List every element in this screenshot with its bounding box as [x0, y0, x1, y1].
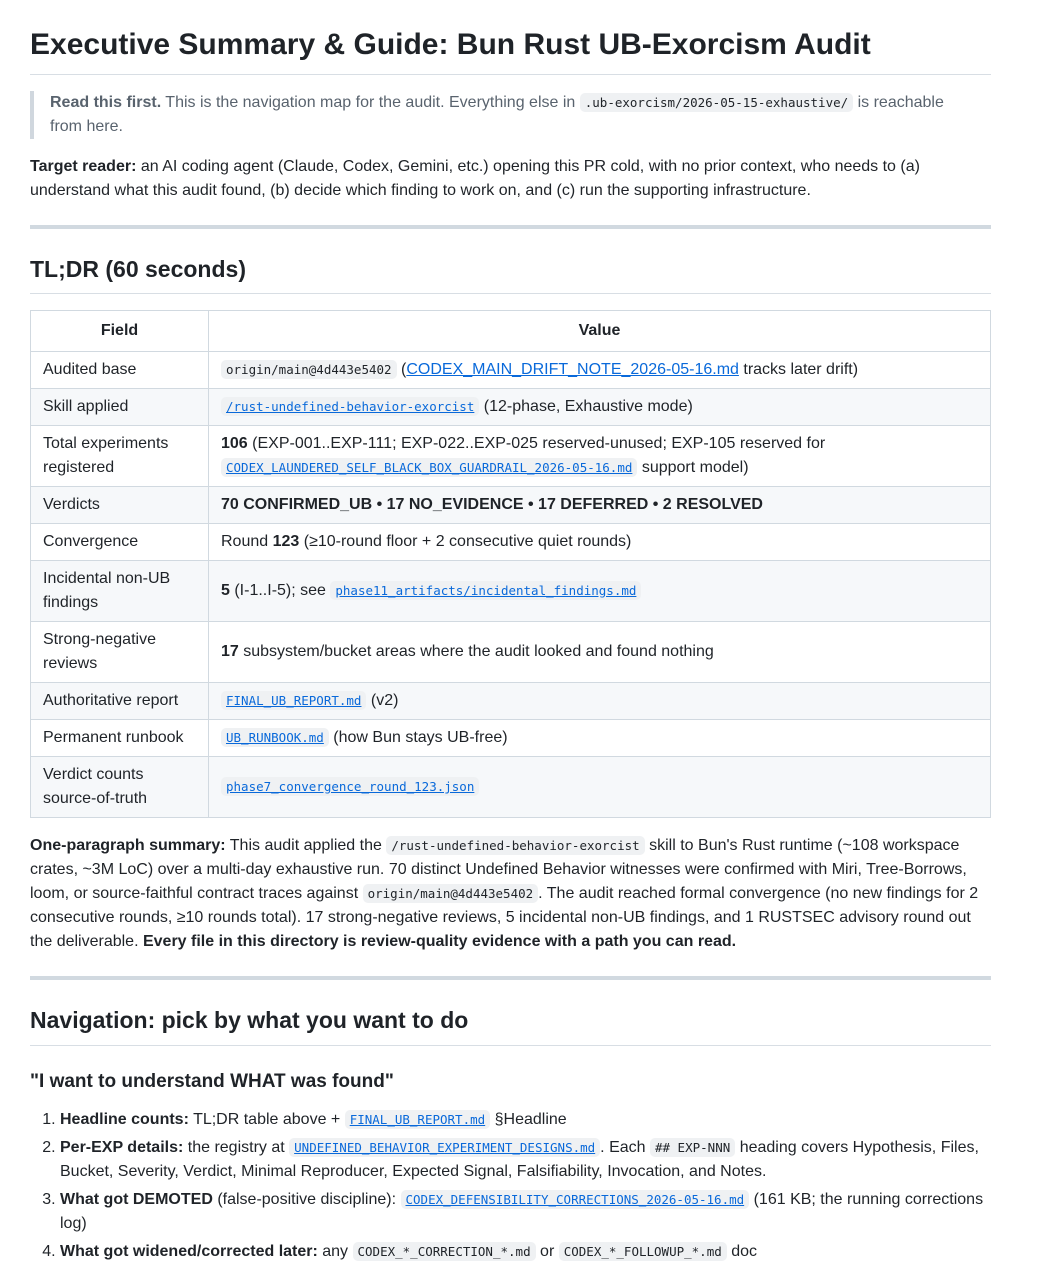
intro-path-code: .ub-exorcism/2026-05-15-exhaustive/: [580, 93, 853, 112]
item-label: Per-EXP details:: [60, 1138, 184, 1156]
final-report-link[interactable]: [345, 1111, 490, 1128]
value-bold: 106: [221, 435, 248, 453]
item-text: (161 KB; the running corrections log): [60, 1190, 984, 1232]
table-row: [31, 622, 991, 683]
table-row: [31, 524, 991, 561]
page-title: Executive Summary & Guide: Bun Rust UB-Exorcism Audit: [30, 26, 991, 75]
experiment-designs-link-code: UNDEFINED_BEHAVIOR_EXPERIMENT_DESIGNS.md: [289, 1138, 600, 1157]
item-text: . Each: [600, 1138, 650, 1156]
field-cell: Incidental non-UB findings: [31, 561, 209, 622]
summary-text: skill to Bun's Rust runtime (~108 workspace crates, ~3M LoC) over a multi-day exhaustive run. 70 distinct Undefined Behavior witnesses were confirmed with Miri, Tree-Borrows, loom, or source-faithful contract traces against: [30, 837, 967, 903]
value-text: (how Bun stays UB-free): [328, 729, 508, 747]
item-label: What got widened/corrected later:: [60, 1242, 318, 1260]
value-text: Round: [221, 533, 273, 551]
value-cell: [209, 757, 991, 818]
convergence-json-link[interactable]: [221, 778, 479, 795]
item-text: doc: [726, 1242, 758, 1260]
target-reader-paragraph: [30, 155, 991, 203]
value-text: support model): [637, 459, 749, 477]
intro-bold: Read this first.: [50, 93, 162, 111]
field-cell: Strong-negative reviews: [31, 622, 209, 683]
intro-text-2: is reachable from here.: [50, 93, 944, 135]
value-cell: [209, 426, 991, 487]
summary-base-code: origin/main@4d443e5402: [363, 884, 539, 903]
value-code: origin/main@4d443e5402: [221, 360, 397, 379]
field-cell: Skill applied: [31, 389, 209, 426]
final-report-link-code: FINAL_UB_REPORT.md: [345, 1110, 490, 1129]
summary-skill-code: /rust-undefined-behavior-exorcist: [386, 836, 644, 855]
field-cell: Convergence: [31, 524, 209, 561]
tldr-heading: TL;DR (60 seconds): [30, 255, 991, 295]
field-cell: Authoritative report: [31, 683, 209, 720]
table-header-row: [31, 311, 991, 352]
field-cell: Total experiments registered: [31, 426, 209, 487]
section-divider: [30, 976, 991, 980]
value-cell: [209, 683, 991, 720]
value-text: (I-1..I-5); see: [229, 582, 331, 600]
item-label: What got DEMOTED: [60, 1190, 213, 1208]
target-reader-label: Target reader:: [30, 157, 137, 175]
skill-link[interactable]: [221, 398, 479, 415]
table-row: [31, 561, 991, 622]
field-cell: Audited base: [31, 352, 209, 389]
value-text: (EXP-001..EXP-111; EXP-022..EXP-025 reserved-unused; EXP-105 reserved for: [247, 435, 826, 453]
verdicts-bold: 70 CONFIRMED_UB • 17 NO_EVIDENCE • 17 DEFERRED • 2 RESOLVED: [221, 496, 763, 514]
field-cell: Verdict counts source-of-truth: [31, 757, 209, 818]
summary-label: One-paragraph summary:: [30, 837, 226, 855]
value-cell: [209, 622, 991, 683]
list-item: [60, 1188, 991, 1236]
field-cell: Verdicts: [31, 487, 209, 524]
field-cell: Permanent runbook: [31, 720, 209, 757]
value-cell: [209, 524, 991, 561]
value-cell: [209, 389, 991, 426]
table-row: [31, 352, 991, 389]
navigation-heading: Navigation: pick by what you want to do: [30, 1006, 991, 1046]
column-header-value: Value: [209, 311, 991, 352]
heading-code: ## EXP-NNN: [650, 1138, 735, 1157]
list-item: [60, 1136, 991, 1184]
value-bold: 17: [221, 643, 239, 661]
tldr-table: [30, 310, 991, 818]
item-text: TL;DR table above +: [188, 1110, 345, 1128]
value-text: subsystem/bucket areas where the audit looked and found nothing: [238, 643, 714, 661]
final-report-link-code: FINAL_UB_REPORT.md: [221, 691, 366, 710]
summary-paragraph: [30, 834, 991, 954]
drift-note-link[interactable]: CODEX_MAIN_DRIFT_NOTE_2026-05-16.md: [406, 361, 739, 379]
table-row: [31, 757, 991, 818]
navigation-list: [30, 1108, 991, 1264]
intro-text-1: This is the navigation map for the audit. Everything else in: [161, 93, 580, 111]
incidental-findings-link[interactable]: [330, 582, 641, 599]
experiment-designs-link[interactable]: [289, 1139, 600, 1156]
list-item: [60, 1240, 991, 1264]
table-row: [31, 389, 991, 426]
value-bold: 123: [272, 533, 300, 551]
runbook-link[interactable]: [221, 729, 329, 746]
value-cell: [209, 487, 991, 524]
target-reader-text: an AI coding agent (Claude, Codex, Gemini, etc.) opening this PR cold, with no prior context, who needs to (a) understand what this audit found, (b) decide which finding to work on, and (c) run the supporting infrastructure.: [30, 157, 920, 199]
value-text: (v2): [366, 692, 399, 710]
item-text: or: [535, 1242, 559, 1260]
intro-blockquote: [30, 91, 991, 139]
convergence-json-link-code: phase7_convergence_round_123.json: [221, 777, 479, 796]
list-item: [60, 1108, 991, 1132]
table-row: [31, 720, 991, 757]
item-text: heading covers Hypothesis, Files, Bucket, Severity, Verdict, Minimal Reproducer, Expected Signal, Falsifiability, Invocation, and Notes.: [60, 1138, 979, 1180]
guardrail-link-code: CODEX_LAUNDERED_SELF_BLACK_BOX_GUARDRAIL_2026-05-16.md: [221, 458, 637, 477]
defensibility-corrections-link-code: CODEX_DEFENSIBILITY_CORRECTIONS_2026-05-16.md: [401, 1190, 750, 1209]
summary-text: . The audit reached formal convergence (no new findings for 2 consecutive rounds, ≥10 rounds total). 17 strong-negative reviews, 5 incidental non-UB findings, and 1 RUSTSEC advisory round out the deliverable.: [30, 885, 979, 951]
item-text: §Headline: [490, 1110, 567, 1128]
item-text: (false-positive discipline):: [212, 1190, 401, 1208]
correction-glob-code: CODEX_*_CORRECTION_*.md: [353, 1242, 536, 1261]
item-text: any: [317, 1242, 353, 1260]
value-cell: [209, 720, 991, 757]
incidental-findings-link-code: phase11_artifacts/incidental_findings.md: [330, 581, 641, 600]
runbook-link-code: UB_RUNBOOK.md: [221, 728, 329, 747]
summary-text: This audit applied the: [225, 837, 387, 855]
section-divider: [30, 225, 991, 229]
value-text: (12-phase, Exhaustive mode): [479, 398, 693, 416]
item-label: Headline counts:: [60, 1110, 189, 1128]
value-cell: [209, 352, 991, 389]
value-text: (: [396, 361, 407, 379]
item-text: the registry at: [183, 1138, 290, 1156]
table-row: [31, 683, 991, 720]
summary-closing-bold: Every file in this directory is review-quality evidence with a path you can read.: [142, 933, 737, 951]
navigation-subheading: "I want to understand WHAT was found": [30, 1071, 394, 1092]
value-text: (≥10-round floor + 2 consecutive quiet rounds): [299, 533, 632, 551]
value-bold: 5: [221, 582, 230, 600]
final-report-link[interactable]: [221, 692, 366, 709]
defensibility-corrections-link[interactable]: [401, 1191, 750, 1208]
value-cell: [209, 561, 991, 622]
table-row: [31, 487, 991, 524]
value-text: tracks later drift): [738, 361, 859, 379]
followup-glob-code: CODEX_*_FOLLOWUP_*.md: [559, 1242, 727, 1261]
guardrail-link[interactable]: [221, 459, 637, 476]
table-row: [31, 426, 991, 487]
column-header-field: Field: [31, 311, 209, 352]
skill-link-code: /rust-undefined-behavior-exorcist: [221, 397, 479, 416]
